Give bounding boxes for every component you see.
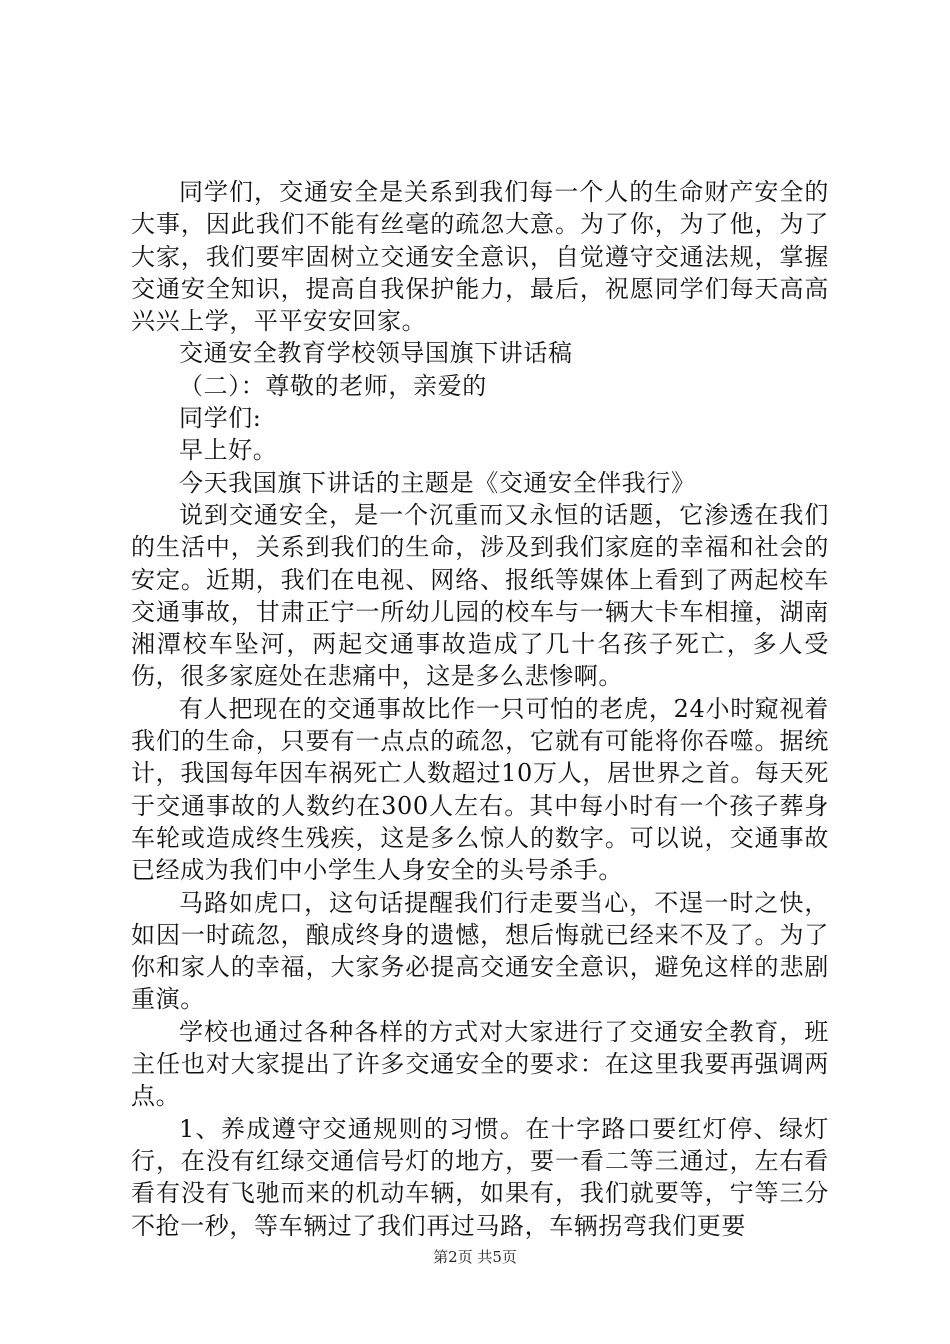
page-number-footer: 第2页 共5页: [433, 1248, 517, 1266]
paragraph-traffic-safety-intro: 说到交通安全，是一个沉重而又永恒的话题，它渗透在我们的生活中，关系到我们的生命，涉及到我们家庭的幸福和社会的安定。近期，我们在电视、网络、报纸等媒体上看到了两起校车交通事故，甘肃正宁一所幼儿园的校车与一辆大卡车相撞，湖南湘潭校车坠河，两起交通事故造成了几十名孩子死亡，多人受伤，很多家庭处在悲痛中，这是多么悲惨啊。: [131, 500, 829, 691]
paragraph-closing-remarks: 同学们，交通安全是关系到我们每一个人的生命财产安全的大事，因此我们不能有丝毫的疏忽大意。为了你，为了他，为了大家，我们要牢固树立交通安全意识，自觉遵守交通法规，掌握交通安全知识，提高自我保护能力，最后，祝愿同学们每天高高兴兴上学，平平安安回家。: [131, 178, 829, 336]
paragraph-statistics: 有人把现在的交通事故比作一只可怕的老虎，24小时窥视着我们的生命，只要有一点点的疏忽，它就有可能将你吞噬。据统计，我国每年因车祸死亡人数超过10万人，居世界之首。每天死于交通事故的人数约在300人左右。其中每小时有一个孩子葬身车轮或造成终生残疾，这是多么惊人的数字。可以说，交通事故已经成为我们中小学生人身安全的头号杀手。: [131, 694, 829, 885]
speech-theme: 今天我国旗下讲话的主题是《交通安全伴我行》: [179, 468, 696, 497]
speech-title: 交通安全教育学校领导国旗下讲话稿: [179, 339, 573, 368]
speech-subtitle-greeting: （二）：尊敬的老师，亲爱的: [179, 371, 487, 400]
salutation-students: 同学们:: [179, 404, 262, 433]
paragraph-point-one: 1、养成遵守交通规则的习惯。在十字路口要红灯停、绿灯行，在没有红绿交通信号灯的地方，要一看二等三通过，左右看看有没有飞驰而来的机动车辆，如果有，我们就要等，宁等三分不抢一秒，等车辆过了我们再过马路，车辆拐弯我们更要: [131, 1114, 829, 1240]
document-body: [131, 176, 829, 1242]
paragraph-road-warning: 马路如虎口，这句话提醒我们行走要当心，不逞一时之快，如因一时疏忽，酿成终身的遗憾，想后悔就已经来不及了。为了你和家人的幸福，大家务必提高交通安全意识，避免这样的悲剧重演。: [131, 888, 829, 1014]
paragraph-school-education: 学校也通过各种各样的方式对大家进行了交通安全教育，班主任也对大家提出了许多交通安全的要求：在这里我要再强调两点。: [131, 1017, 829, 1111]
greeting-good-morning: 早上好。: [179, 436, 278, 465]
